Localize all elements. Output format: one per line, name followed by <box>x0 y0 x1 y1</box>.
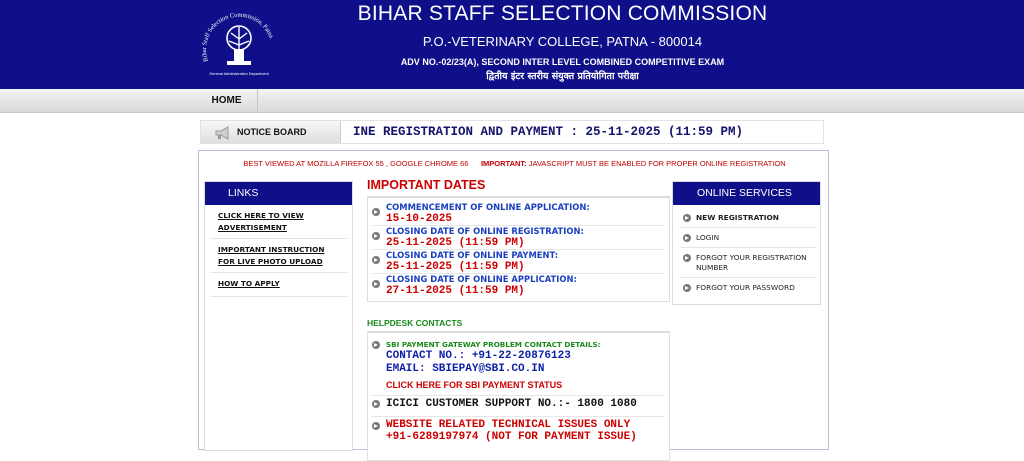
link-how-to-apply[interactable]: HOW TO APPLY <box>218 279 280 288</box>
commission-logo-icon <box>196 3 282 79</box>
link-live-photo-instruction[interactable]: IMPORTANT INSTRUCTION FOR LIVE PHOTO UPLOAD <box>218 245 325 266</box>
megaphone-icon <box>215 126 231 140</box>
notice-board <box>200 120 824 144</box>
list-item <box>368 225 668 249</box>
bullet-arrow-icon <box>372 232 380 240</box>
bullet-arrow-icon <box>372 400 380 408</box>
nav-bar <box>0 89 1024 113</box>
online-services-title: ONLINE SERVICES <box>673 182 820 205</box>
online-services-panel <box>672 181 821 305</box>
main-content <box>198 150 829 450</box>
list-item <box>368 273 668 297</box>
date-label: CLOSING DATE OF ONLINE PAYMENT: <box>386 250 559 260</box>
divider <box>679 277 817 278</box>
icici-support-number: ICICI CUSTOMER SUPPORT NO.:- 1800 1080 <box>386 398 637 410</box>
sbi-email: EMAIL: SBIEPAY@SBI.CO.IN <box>386 363 545 375</box>
advertisement-number: ADV NO.-02/23(A), SECOND INTER LEVEL COMBINED COMPETITIVE EXAM <box>400 57 725 67</box>
bullet-arrow-icon <box>372 422 380 430</box>
important-dates-box <box>367 196 670 302</box>
bullet-arrow-icon <box>683 214 691 222</box>
link-view-advertisement[interactable]: CLICK HERE TO VIEW ADVERTISEMENT <box>218 211 304 232</box>
bullet-arrow-icon <box>683 284 691 292</box>
divider <box>372 395 664 396</box>
important-dates-title: IMPORTANT DATES <box>367 178 486 192</box>
date-value: 25-11-2025 (11:59 PM) <box>386 261 525 273</box>
date-label: COMMENCEMENT OF ONLINE APPLICATION: <box>386 202 590 212</box>
date-value: 15-10-2025 <box>386 213 453 225</box>
date-label: CLOSING DATE OF ONLINE APPLICATION: <box>386 274 577 284</box>
exam-name-hindi: द्वितीय इंटर स्तरीय संयुक्त प्रतियोगिता परीक्षा <box>486 71 639 82</box>
bullet-arrow-icon <box>372 341 380 349</box>
browser-warning <box>199 159 830 168</box>
divider <box>211 272 347 273</box>
page-title: BIHAR STAFF SELECTION COMMISSION <box>357 2 768 25</box>
service-label: FORGOT YOUR REGISTRATION NUMBER <box>696 253 807 272</box>
divider <box>679 247 817 248</box>
date-value: 25-11-2025 (11:59 PM) <box>386 237 525 249</box>
notice-board-label: NOTICE BOARD <box>237 127 307 137</box>
divider <box>211 296 347 297</box>
javascript-warning: JAVASCRIPT MUST BE ENABLED FOR PROPER ONLINE REGISTRATION <box>526 159 786 168</box>
bullet-arrow-icon <box>372 256 380 264</box>
important-label: IMPORTANT: <box>480 159 527 168</box>
sbi-payment-status-link[interactable]: CLICK HERE FOR SBI PAYMENT STATUS <box>386 380 563 390</box>
nav-home-link[interactable]: HOME <box>196 89 258 113</box>
notice-board-label-box <box>201 121 341 143</box>
website-issue-number: +91-6289197974 (NOT FOR PAYMENT ISSUE) <box>386 431 637 443</box>
list-item <box>368 249 668 273</box>
helpdesk-title: HELPDESK CONTACTS <box>367 318 463 328</box>
helpdesk-box <box>367 331 670 461</box>
divider <box>211 238 347 239</box>
bullet-arrow-icon <box>372 208 380 216</box>
divider <box>679 227 817 228</box>
list-item <box>368 201 668 225</box>
notice-marquee[interactable]: INE REGISTRATION AND PAYMENT : 25-11-2025 (11:59 PM) <box>353 125 744 139</box>
bullet-arrow-icon <box>683 234 691 242</box>
links-panel <box>204 181 353 451</box>
service-label: LOGIN <box>696 233 720 242</box>
website-issue-heading: WEBSITE RELATED TECHNICAL ISSUES ONLY <box>386 419 631 431</box>
commission-address: P.O.-VETERINARY COLLEGE, PATNA - 800014 <box>422 34 703 49</box>
sbi-contact-heading: SBI PAYMENT GATEWAY PROBLEM CONTACT DETAILS: <box>386 340 601 349</box>
links-panel-title: LINKS <box>205 182 352 205</box>
date-value: 27-11-2025 (11:59 PM) <box>386 285 525 297</box>
svg-text:Bihar Staff Selection Commissi: Bihar Staff Selection Commission, Patna <box>200 11 275 63</box>
divider <box>372 416 664 417</box>
service-label: NEW REGISTRATION <box>696 213 779 222</box>
bullet-arrow-icon <box>372 280 380 288</box>
sbi-contact-number: CONTACT NO.: +91-22-20876123 <box>386 350 571 362</box>
site-header <box>0 0 1024 89</box>
service-label: FORGOT YOUR PASSWORD <box>696 283 795 292</box>
date-label: CLOSING DATE OF ONLINE REGISTRATION: <box>386 226 584 236</box>
svg-text:General Administration Departm: General Administration Department <box>209 72 269 76</box>
bullet-arrow-icon <box>683 254 691 262</box>
browser-recommendation: BEST VIEWED AT MOZILLA FIREFOX 55 , GOOGLE CHROME 66 <box>243 159 469 168</box>
